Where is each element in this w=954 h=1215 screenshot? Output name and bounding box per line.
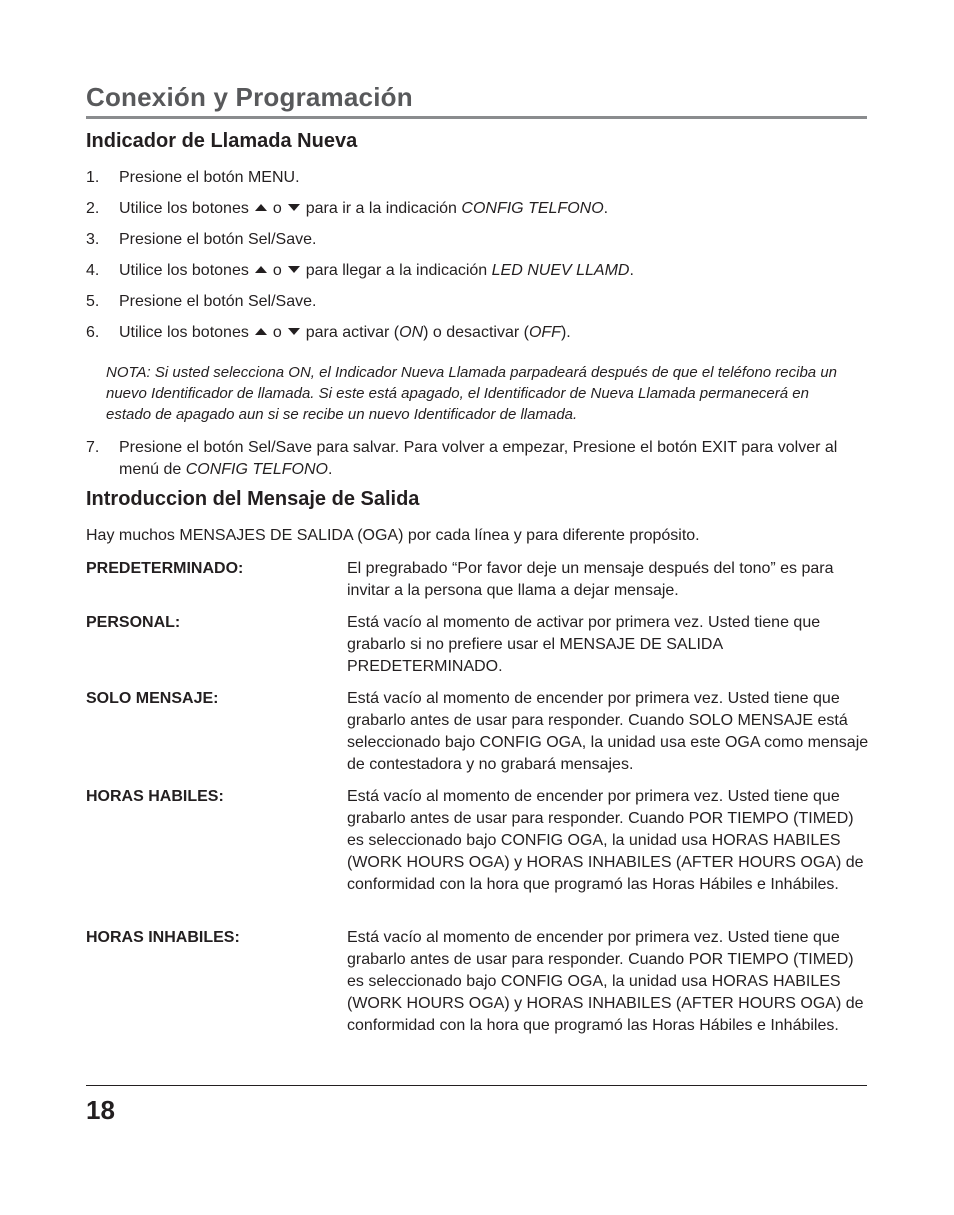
step-text: Utilice los botones: [119, 262, 249, 279]
step-text: para ir a la indicación: [305, 200, 457, 217]
step-text: Utilice los botones: [119, 200, 249, 217]
step-number: 7.: [86, 439, 100, 456]
up-arrow-icon: [255, 328, 267, 335]
step-number: 2.: [86, 200, 100, 217]
section-heading-mensaje: Introduccion del Mensaje de Salida: [86, 488, 420, 510]
step-number: 1.: [86, 169, 100, 186]
step-text: ) o desactivar (: [423, 324, 529, 341]
definition-horas-inhabiles: Está vacío al momento de encender por primera vez. Usted tiene que grabarlo antes de usar para responder. Cuando POR TIEMPO (TIMED) es seleccionado bajo CONFIG OGA, la unidad usa HORAS HABILES (WORK HOURS OGA) y HORAS INHABILES (AFTER HOURS OGA) de conformidad con la hora que programó las Horas Hábiles e Inhábiles.: [347, 929, 864, 1034]
step-text-or: o: [272, 262, 282, 279]
up-arrow-icon: [255, 204, 267, 211]
step-text: Presione el botón Sel/Save.: [119, 231, 317, 248]
step-off-label: OFF: [528, 324, 561, 341]
definition-solo-mensaje: Está vacío al momento de encender por primera vez. Usted tiene que grabarlo antes de usar para responder. Cuando SOLO MENSAJE está seleccionado bajo CONFIG OGA, la unidad usa este OGA como mensaje de contestadora y no grabará mensajes.: [347, 690, 869, 773]
term-personal: PERSONAL:: [86, 614, 181, 631]
step-text: Presione el botón MENU.: [119, 169, 300, 186]
down-arrow-icon: [288, 266, 300, 273]
step-text-end: .: [603, 200, 609, 217]
definition-horas-habiles: Está vacío al momento de encender por primera vez. Usted tiene que grabarlo antes de usar para responder. Cuando POR TIEMPO (TIMED) es seleccionado bajo CONFIG OGA, la unidad usa HORAS HABILES (WORK HOURS OGA) y HORAS INHABILES (AFTER HOURS OGA) de conformidad con la hora que programó las Horas Hábiles e Inhábiles.: [347, 788, 864, 893]
step-text: Presione el botón Sel/Save.: [119, 293, 317, 310]
step-on-label: ON: [399, 324, 424, 341]
down-arrow-icon: [288, 204, 300, 211]
intro-text: Hay muchos MENSAJES DE SALIDA (OGA) por cada línea y para diferente propósito.: [86, 527, 700, 544]
page-number: 18: [86, 1095, 115, 1125]
step-text-end: ).: [560, 324, 571, 341]
step-number: 5.: [86, 293, 100, 310]
term-horas-inhabiles: HORAS INHABILES:: [86, 929, 240, 946]
step-menu-name: LED NUEV LLAMD: [491, 262, 630, 279]
page-title: Conexión y Programación: [86, 82, 413, 112]
step-text-or: o: [272, 200, 282, 217]
footer-divider: [86, 1085, 867, 1086]
step-text: para activar (: [305, 324, 400, 341]
step-number: 3.: [86, 231, 100, 248]
title-divider: [86, 116, 867, 119]
term-solo-mensaje: SOLO MENSAJE:: [86, 690, 219, 707]
step-text: Utilice los botones: [119, 324, 249, 341]
down-arrow-icon: [288, 328, 300, 335]
step-text-end: .: [629, 262, 634, 279]
section-heading-indicador: Indicador de Llamada Nueva: [86, 130, 358, 152]
term-predeterminado: PREDETERMINADO:: [86, 560, 244, 577]
definition-personal: Está vacío al momento de activar por primera vez. Usted tiene que grabarlo si no prefiere usar el MENSAJE DE SALIDA PREDETERMINADO.: [347, 614, 821, 675]
term-horas-habiles: HORAS HABILES:: [86, 788, 224, 805]
step-menu-name: CONFIG TELFONO: [185, 461, 328, 478]
step-menu-name: CONFIG TELFONO: [461, 200, 604, 217]
step-text-or: o: [272, 324, 282, 341]
step-number: 4.: [86, 262, 100, 279]
note-text: NOTA: Si usted selecciona ON, el Indicador Nueva Llamada parpadeará después de que el teléfono reciba un nuevo Identificador de llamada. Si este está apagado, el Identificador de Nueva Llamada permanecerá en estado de apagado aun si se recibe un nuevo Identificador de llamada.: [106, 364, 838, 423]
step-text: Presione el botón Sel/Save para salvar. Para volver a empezar, Presione el botón EXIT para volver al menú de: [119, 439, 838, 478]
step-number: 6.: [86, 324, 100, 341]
step-text-end: .: [327, 461, 333, 478]
definition-predeterminado: El pregrabado “Por favor deje un mensaje después del tono” es para invitar a la persona que llama a dejar mensaje.: [347, 560, 834, 599]
up-arrow-icon: [255, 266, 267, 273]
step-text: para llegar a la indicación: [305, 262, 488, 279]
